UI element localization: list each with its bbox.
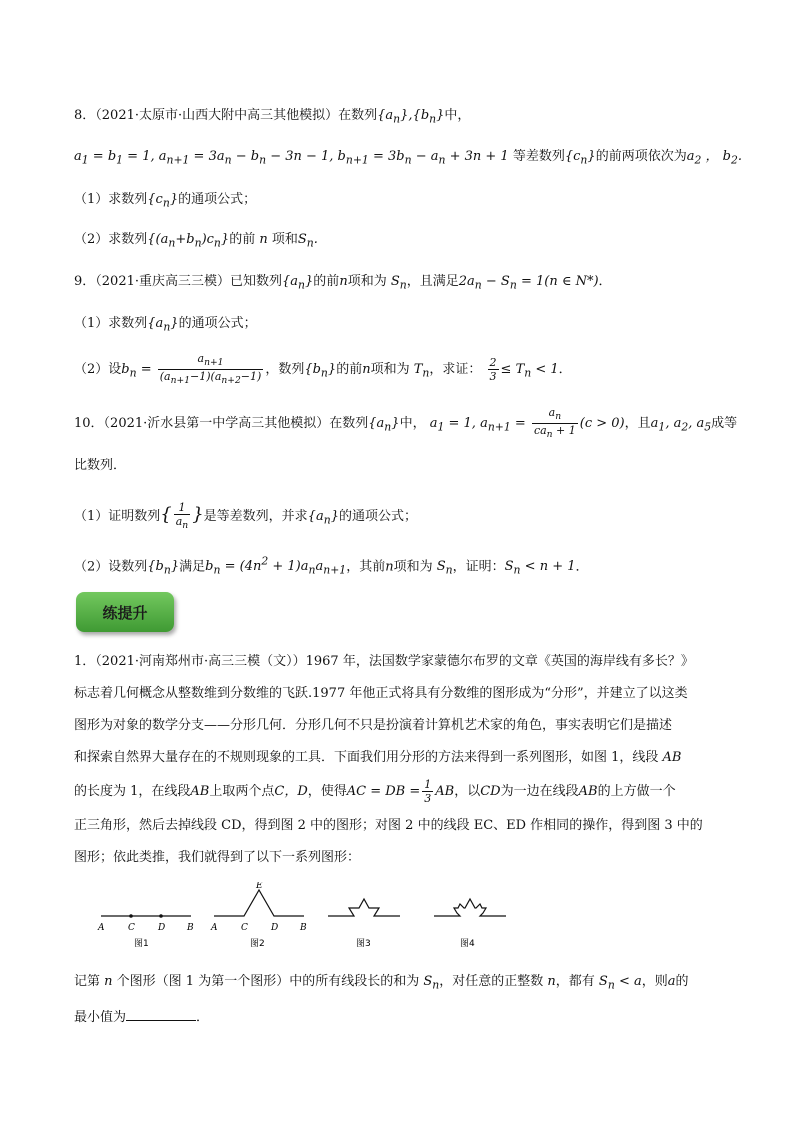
q9-line1: 9．（2021·重庆高三三模）已知数列$\{a_n\}$的前n项和为 $S_n$，且满足$2a_n - S_n = 1(n$ ∈ N*)． [74, 274, 612, 292]
label-d2: D [271, 923, 279, 933]
label-b2: B [300, 923, 307, 933]
q1-line2: 标志着几何概念从整数维到分数维的飞跃.1977 年他正式将具有分数维的图形成为“分形”，并建立了以这类 [74, 686, 688, 701]
q8-part1: （1）求数列$\{c_n\}$的通项公式； [74, 192, 257, 210]
label-e2: E [256, 882, 263, 891]
caption-fig4: 图4 [460, 939, 475, 949]
q8-part2: （2）求数列$\{(a_n+b_n)c_n\}$的前 n 项和$S_n$. [74, 232, 318, 250]
caption-fig1: 图1 [134, 939, 149, 949]
label-a2: A [211, 923, 218, 933]
caption-fig2: 图2 [250, 939, 265, 949]
q10-line2: 比数列． [74, 458, 127, 473]
q10-part1: （1）证明数列{ $\frac{1}{a_n}$ }是等差数列，并求$\{a_n\}$的通项公式； [74, 500, 417, 532]
q8-line1: 8．（2021·太原市·山西大附中高三其他模拟）在数列$\{a_n\},\{b_n\}$中， [74, 108, 471, 126]
q10-part2: （2）设数列$\{b_n\}$满足$b_n = (4n^2 + 1)a_na_{n+1}$，其前n项和为 $S_n$，证明：$S_n < n + 1$． [74, 555, 589, 577]
point-c [129, 914, 133, 918]
label-d1: D [158, 923, 166, 933]
q1-line3: 图形为对象的数学分支——分形几何．分形几何不只是扮演着计算机艺术家的角色，事实表明它们是描述 [74, 718, 673, 733]
figure-2 [214, 890, 304, 916]
q1-line6: 正三角形，然后去掉线段 CD，得到图 2 中的图形；对图 2 中的线段 EC、ED 作相同的操作，得到图 3 中的 [74, 818, 703, 833]
q9-part2: （2）设$b_n$ = $\frac{a_{n+1}}{(a_{n+1}-1)(a_{n+2}-1)}$ ，数列$\{b_n\}$的前n项和为 $T_n$，求证： $\frac{2}{3}$ ≤ $T_n < 1$． [74, 352, 572, 387]
q1-line1: 1．（2021·河南郑州市·高三三模（文））1967 年，法国数学家蒙德尔布罗的文章《英国的海岸线有多长？》 [74, 654, 694, 669]
q1-question [74, 966, 726, 1034]
q1-line5: 的长度为 1，在线段AB上取两个点C，D，使得AC = DB = $\frac{1}{3}$ AB，以CD为一边在线段AB的上方做一个 [74, 778, 676, 805]
q8-line2: $a_1 = b_1 = 1$, $a_{n+1} = 3a_n - b_n - 3n - 1$, $b_{n+1} = 3b_n - a_n + 3n + 1$ 等差数列$\{c_n\}$的前两项依次为$a_2$ ， $b_2$. [74, 149, 742, 167]
q1-line8: 记第 n 个图形（图 1 为第一个图形）中的所有线段长的和为 $S_n$，对任意的正整数 n，都有 $S_n < a$，则a的 [74, 974, 689, 992]
point-d [159, 914, 163, 918]
label-a1: A [98, 923, 105, 933]
q1-line7: 图形；依此类推，我们就得到了以下一系列图形： [74, 850, 361, 865]
label-b1: B [187, 923, 194, 933]
caption-fig3: 图3 [356, 939, 371, 949]
q9-part1: （1）求数列$\{a_n\}$的通项公式； [74, 316, 257, 334]
label-c1: C [128, 923, 135, 933]
section-badge: 练提升 [76, 592, 174, 632]
q10-line1: 10．（2021·沂水县第一中学高三其他模拟）在数列$\{a_n\}$中， $a_1 = 1$, $a_{n+1}$ = $\frac{a_n}{ca_n + 1}$ (c > 0)，且$a_1$, $a_2$, $a_5$成等 [74, 406, 738, 441]
figure-4 [434, 899, 506, 916]
figure-3 [328, 899, 400, 916]
q1-line4: 和探索自然界大量存在的不规则现象的工具．下面我们用分形的方法来得到一系列图形，如图 1，线段 AB [74, 750, 682, 765]
q1-line9: 最小值为 ． [74, 1002, 726, 1034]
label-c2: C [241, 923, 248, 933]
answer-blank[interactable] [126, 1006, 196, 1021]
q1-paragraph [74, 646, 726, 874]
fractal-figures [96, 882, 696, 954]
